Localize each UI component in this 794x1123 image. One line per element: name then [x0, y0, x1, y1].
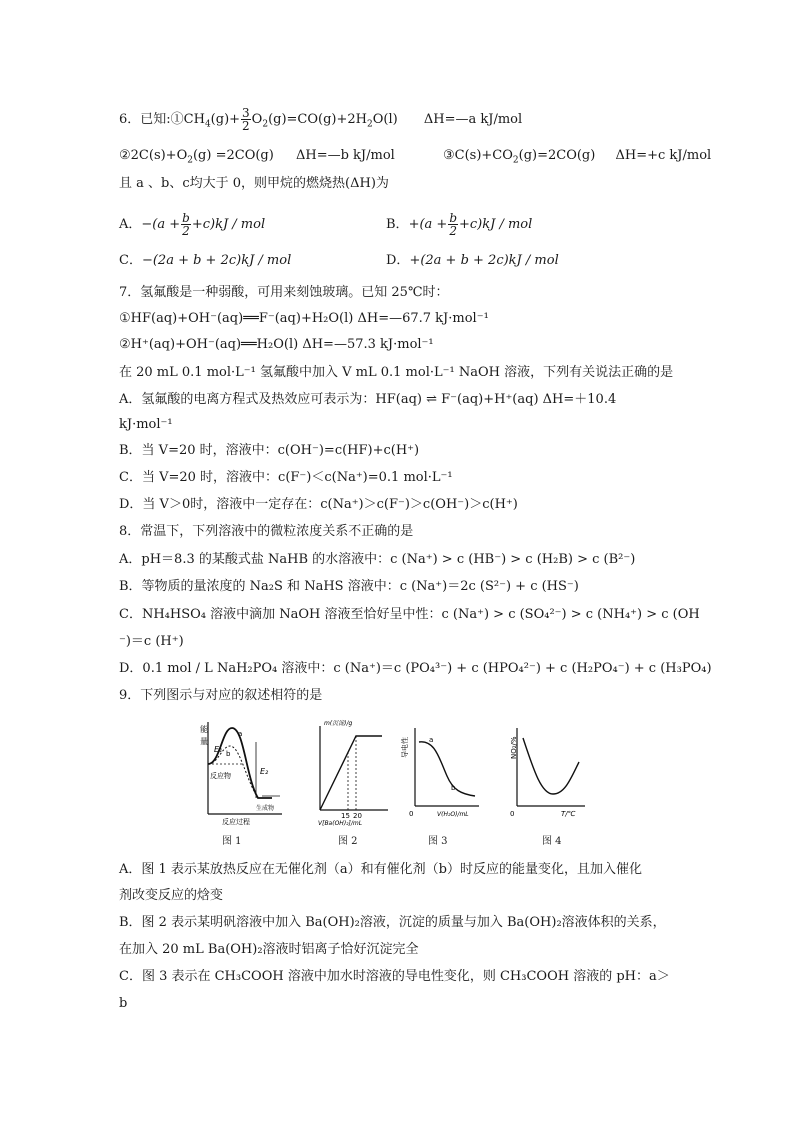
- fig3-ylabel: 导电性: [401, 737, 409, 758]
- fig4-xlabel: T/℃: [561, 810, 576, 818]
- fig2-tick15: 15: [341, 812, 350, 820]
- fig3-a: a: [429, 736, 434, 744]
- fig3-b: b: [451, 784, 456, 792]
- q6-condition: 且 a 、b、c均大于 0，则甲烷的燃烧热(ΔH)为: [119, 176, 389, 191]
- fig4-caption: 图 4: [542, 836, 562, 847]
- fig1-caption: 图 1: [222, 836, 242, 847]
- fig3-origin: 0: [409, 810, 414, 818]
- figure-3: [401, 718, 485, 826]
- q7-option-a-cont: kJ·mol⁻¹: [119, 417, 173, 432]
- fig1-ylabel-bot: 量: [200, 737, 208, 746]
- q9-option-b-cont: 在加入 20 mL Ba(OH)₂溶液时铝离子恰好沉淀完全: [119, 942, 419, 957]
- q6-dh1: ΔH=—a kJ/mol: [423, 112, 523, 127]
- q7-eq2: ②H⁺(aq)+OH⁻(aq)══H₂O(l) ΔH=—57.3 kJ·mol⁻¹: [119, 337, 434, 352]
- q9-option-a-cont: 剂改变反应的焓变: [119, 888, 224, 903]
- fig3-xlabel: V(H₂O)/mL: [437, 811, 469, 818]
- fig1-product: 生成物: [256, 805, 275, 812]
- q9-stem: 9．下列图示与对应的叙述相符的是: [119, 688, 323, 703]
- q6-option-a[interactable]: A．−(a + $\frac{b}{2}$ +c)kJ / mol: [119, 211, 266, 238]
- q6-stem: 6．已知$:①CH_4(g)+$ $\frac{3}{2}$ $O_2(g)=CO(g)+2H_2O(l)$ ΔH=—a kJ/mol: [119, 106, 523, 133]
- q6-option-c[interactable]: C．−(2a + b + 2c)kJ / mol: [119, 253, 292, 268]
- q6-options-ab: [119, 212, 754, 237]
- fig2-ylabel: m(沉淀)/g: [324, 720, 353, 727]
- q9-option-c[interactable]: C．图 3 表示在 CH₃COOH 溶液中加水时溶液的导电性变化，则 CH₃COOH 溶液的 pH：a＞: [119, 969, 670, 984]
- fig2-tick20: 20: [353, 812, 362, 820]
- q6-option-d[interactable]: D．+(2a + b + 2c)kJ / mol: [386, 253, 559, 268]
- figure-1: [200, 718, 290, 826]
- q7-eq1: ①HF(aq)+OH⁻(aq)══F⁻(aq)+H₂O(l) ΔH=—67.7 kJ·mol⁻¹: [119, 311, 489, 326]
- fig1-a: a: [238, 730, 243, 738]
- q9-option-c-cont: b: [119, 996, 128, 1011]
- fig1-e1: E₁: [214, 745, 223, 754]
- q8-stem: 8．常温下，下列溶液中的微粒浓度关系不正确的是: [119, 524, 414, 539]
- figure-2: [312, 718, 392, 826]
- fig1-reactant: 反应物: [210, 772, 231, 780]
- q7-option-a[interactable]: A．氢氟酸的电离方程式及热效应可表示为：HF(aq) ⇌ F⁻(aq)+H⁺(aq) ΔH=＋10.4: [119, 392, 617, 407]
- q8-option-d[interactable]: D．0.1 mol / L NaH₂PO₄ 溶液中：c (Na⁺)＝c (PO₄³⁻) + c (HPO₄²⁻) + c (H₂PO₄⁻) + c (H₃PO₄): [119, 661, 712, 676]
- q7-option-d[interactable]: D．当 V＞0时，溶液中一定存在：c(Na⁺)＞c(F⁻)＞c(OH⁻)＞c(H⁺): [119, 497, 518, 512]
- q6-options-cd: [119, 252, 754, 270]
- fig2-caption: 图 2: [338, 836, 358, 847]
- figure-4: [505, 718, 590, 826]
- q8-option-c[interactable]: C．NH₄HSO₄ 溶液中滴加 NaOH 溶液至恰好呈中性：c (Na⁺) > c (SO₄²⁻) > c (NH₄⁺) > c (OH: [119, 607, 700, 622]
- fig1-xlabel: 反应过程: [222, 818, 250, 826]
- q6-option-b[interactable]: B．+(a + $\frac{b}{2}$ +c)kJ / mol: [386, 211, 533, 238]
- q6-eq2-eq3: $②2C(s)+O_2(g) =2CO(g)$ ΔH=—b kJ/mol $③C(s)+CO_2(g)=2CO(g)$ ΔH=+c kJ/mol: [119, 148, 712, 166]
- q9-option-b[interactable]: B．图 2 表示某明矾溶液中加入 Ba(OH)₂溶液，沉淀的质量与加入 Ba(OH)₂溶液体积的关系，: [119, 915, 666, 930]
- q7-option-b[interactable]: B．当 V=20 时，溶液中：c(OH⁻)=c(HF)+c(H⁺): [119, 443, 420, 458]
- q8-option-a[interactable]: A．pH＝8.3 的某酸式盐 NaHB 的水溶液中：c (Na⁺) > c (HB⁻) > c (H₂B) > c (B²⁻): [119, 552, 636, 567]
- fig4-origin: 0: [510, 810, 515, 818]
- q9-figures: [200, 718, 590, 848]
- fig3-caption: 图 3: [428, 836, 448, 847]
- fig4-ylabel: NO₂/%: [510, 736, 518, 759]
- q7-stem: 7．氢氟酸是一种弱酸，可用来刻蚀玻璃。已知 25℃时：: [119, 285, 449, 300]
- q7-option-c[interactable]: C．当 V=20 时，溶液中：c(F⁻)＜c(Na⁺)=0.1 mol·L⁻¹: [119, 470, 453, 485]
- q9-option-a[interactable]: A．图 1 表示某放热反应在无催化剂（a）和有催化剂（b）时反应的能量变化，且加入催化: [119, 862, 642, 877]
- q7-condition: 在 20 mL 0.1 mol·L⁻¹ 氢氟酸中加入 V mL 0.1 mol·L⁻¹ NaOH 溶液，下列有关说法正确的是: [119, 365, 674, 380]
- q6-fraction: $\frac{3}{2}$: [242, 106, 250, 133]
- fig1-b: b: [226, 750, 231, 758]
- q8-option-c-cont: ⁻)＝c (H⁺): [119, 634, 184, 649]
- fig1-e2: E₂: [260, 767, 269, 776]
- q8-option-b[interactable]: B．等物质的量浓度的 Na₂S 和 NaHS 溶液中：c (Na⁺)＝2c (S²⁻) + c (HS⁻): [119, 579, 579, 594]
- fig2-xlabel: V[Ba(OH)₂]/mL: [318, 820, 363, 827]
- fig1-ylabel-top: 能: [200, 725, 208, 734]
